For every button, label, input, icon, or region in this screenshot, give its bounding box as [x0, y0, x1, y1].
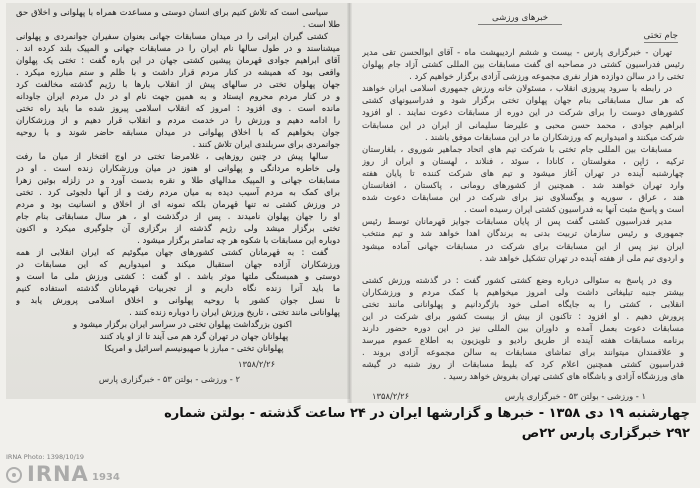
paragraph [16, 30, 340, 150]
text-line: واقعی بود که همیشه در کنار مردم قرار داشت و با ظلم و ستم مبارزه میکرد . [16, 67, 340, 77]
right-page-footer: ۱ - ورزشی - بولتن ۵۳ - خبرگزاری پارس [504, 391, 646, 401]
text-line: جهان پهلوان تختی در سالهای پیش از انقلاب بارها با رژیم گذشته مخالفت کرد [16, 79, 340, 89]
text-line: و در کنار مردم محروم ایستاد و به همین جهت نام او در دل مردم ایران جاودانه [16, 91, 340, 101]
text-line: تا نسل جوان کشور با روحیه پهلوانی و اخلاق اسلامی پرورش یابد و [16, 295, 340, 305]
paragraph [362, 143, 684, 216]
paragraph [362, 82, 684, 142]
text-line: اکنون بزرگداشت پهلوان تختی در سراسر ایران برگزار میشود و [73, 319, 292, 329]
text-line: است و پاسخ مثبت آنها به فدراسیون کشتی ایران رسیده است . [464, 204, 684, 215]
text-line: که هر سال مسابقاتی بنام جهان پهلوان تختی برگزار شود و فدراسیونهای کشتی [362, 95, 684, 106]
paragraph [16, 6, 340, 30]
text-line: برنامه مسابقات هفته آینده از طریق رادیو و تلویزیون به اطلاع عموم میرسد [362, 335, 684, 346]
text-line: و علاقمندان میتوانند برای تماشای مسابقات به سالن مجموعه آزادی بروند . [362, 347, 684, 358]
text-line: در رابطه با سرود پیروزی انقلاب ، مسئولان خانه ورزش جمهوری اسلامی ایران خواهند [362, 83, 672, 94]
right-document-page [350, 3, 696, 403]
text-line: های ورزشگاه آزادی و باشگاه های کشتی تهران بفروش خواهد رسید . [443, 371, 684, 382]
text-line: مسابقات جهانی و المپیک مدالهای طلا و نقره بدست آورد و در زلزله بوئین زهرا [16, 175, 340, 185]
paragraph [16, 246, 340, 318]
text-line: جوانمردی برای سربلندی ایران تلاش کنند . [192, 139, 340, 149]
text-line: سالها پیش در چنین روزهایی ، غلامرضا تختی در اوج افتخار از میان ما رفت [16, 151, 328, 161]
text-line: کشورهای دوست را برای شرکت در این دوره از مسابقات دعوت نمایند . او افزود [362, 107, 684, 118]
text-line: ترکیه ، ژاپن ، مغولستان ، کانادا ، سوئد ، فنلاند ، لهستان و ایران از روز [362, 155, 684, 166]
text-line: پهلوانان تختی - مبارز با صهیونیسم اسرائیل و امریکا [104, 343, 284, 353]
article-title: جام تختی [643, 31, 678, 41]
watermark-credit: IRNA Photo: 1398/10/19 [6, 453, 85, 461]
text-line: تختی را در سالن دوازده هزار نفری مجموعه ورزشی آزادی برگزار خواهیم کرد . [409, 71, 684, 82]
watermark-wordmark: IRNA [27, 462, 89, 486]
text-line: را ادامه دهیم و ورزش را در خدمت مردم و انقلاب قرار دهیم و از ورزشکاران [16, 115, 340, 125]
text-line: آقای ابراهیم جوادی قهرمان پیشین کشتی جهان در این باره گفت : تختی یک پهلوان [16, 55, 340, 65]
text-line: وی در پاسخ به سئوالی درباره وضع کشتی کشور گفت : در گذشته ورزش کشتی [362, 274, 672, 285]
section-heading: خبرهای ورزشی [478, 12, 562, 25]
text-line: هند ، عراق ، سوریه و یوگسلاوی نیز برای شرکت در این مسابقات دعوت شده [362, 192, 684, 203]
text-line: و اردوی تیم ملی از هفته آینده در تهران تشکیل خواهد شد . [479, 252, 684, 263]
text-line: جوان بخواهیم که با اخلاق پهلوانی در میدان مسابقه حاضر شوند و با روحیه [16, 127, 340, 137]
right-page-body [362, 46, 684, 383]
right-page-date: ۱۳۵۸/۲/۲۶ [372, 391, 410, 401]
text-line: ایران نیز پس از این مسابقات برای شرکت در مسابقات جهانی آماده میشود [362, 240, 684, 251]
text-line: مسابقات بین المللی جام تختی با شرکت تیم های اتحاد جماهیر شوروی ، بلغارستان [362, 143, 672, 154]
agency-emblem-icon [6, 467, 22, 483]
paragraph [362, 215, 684, 263]
archive-caption [166, 404, 690, 444]
paragraph [16, 318, 340, 354]
text-line: دوستی و همبستگی ملتها موثر باشد . او گفت : کشتی ورزش ملی ما است و [16, 271, 340, 281]
left-document-page [6, 3, 350, 399]
paragraph [16, 150, 340, 246]
caption-line-1: چهارشنبه ۱۹ دی ۱۳۵۸ - خبرها و گزارشها ایران در ۲۴ ساعت گذشته - بولتن شماره [164, 406, 690, 421]
text-line: میشناسند و در طول سالها نام ایران را در مسابقات جهانی و المپیک بلند کرده اند . [16, 43, 340, 53]
text-line: بیشتر جنبه تبلیغاتی داشت ولی امروز میخواهیم با کمک مردم و ورزشکاران [362, 286, 684, 297]
text-line: فدراسیون کشتی همچنین اعلام کرد که بلیط مسابقات از روز شنبه در گیشه [362, 359, 684, 370]
text-line: دوباره این مسابقات با شکوه هر چه تمامتر برگزار میشود . [137, 235, 340, 245]
paragraph [362, 46, 684, 82]
text-line: تختی برگزار میشد ولی رژیم گذشته از برگزاری آن جلوگیری میکرد و اکنون [16, 223, 340, 233]
text-line: مدیر فدراسیون کشتی گفت پس از پایان مسابقات جوایز قهرمانان توسط رئیس [362, 216, 672, 227]
text-line: گفت : به قهرمانان کشتی کشورهای جهان میگوئیم که ایران انقلابی از همه [16, 247, 328, 257]
text-line: طلا است . [302, 19, 340, 29]
caption-line-2: ۲۹۲ خبرگزاری پارس ۲۲ص [521, 426, 690, 441]
text-line: در ورزش کشتی نه تنها قهرمان بلکه نمونه ای از اخلاق و انسانیت بود و مردم [16, 199, 340, 209]
text-line: ورزشکاران آزاده جهان استقبال میکند و امیدواریم که این مسابقات در [16, 259, 340, 269]
text-line: شرکت میکنند و امیدواریم که ورزشکاران ما در این مسابقات موفق باشند . [425, 131, 684, 142]
text-line: او را جهان پهلوان نامیدند . پس از درگذشت او ، هر سال مسابقاتی بنام جام [16, 211, 340, 221]
text-line: انقلابی ، کشتی را به جایگاه اصلی خود بازگردانیم و پهلوانانی مانند تختی [362, 298, 684, 309]
page-fold-shadow [347, 3, 352, 403]
watermark-year: 1934 [92, 472, 120, 483]
text-line: ابراهیم جوادی ، محمد حسن محبی و علیرضا سلیمانی از ایران در این مسابقات [362, 119, 684, 130]
text-line: چهارشنبه آینده در تهران آغاز میشود و تیم های شرکت کننده تا پایان هفته [362, 167, 684, 178]
text-line: ولی خاطره مردانگی و پهلوانی او هنوز در میان ورزشکاران زنده است . او در [16, 163, 340, 173]
text-line: کشتی گیران ایرانی را در میدان مسابقات جهانی بعنوان سفیران جوانمردی و پهلوانی [16, 31, 328, 41]
text-line: پرورش دهیم . او افزود : تاکنون از بیش از بیست کشور برای شرکت در این [362, 310, 684, 321]
text-line: جمهوری و رئیس سازمان تربیت بدنی به برندگان اهدا خواهد شد و تیم منتخب [362, 228, 684, 239]
left-page-footer: ۲ - ورزشی - بولتن ۵۳ - خبرگزاری پارس [98, 374, 240, 384]
text-line: سیاسی است که تلاش کنیم برای انسان دوستی و مساعدت همراه با پهلوانی و اخلاق حق [16, 7, 328, 17]
text-line: ما باید آنرا زنده نگاه داریم و از تجربیات قهرمانان گذشته استفاده کنیم [16, 283, 340, 293]
text-line: وارد تهران خواهند شد . همچنین از کشورهای رومانی ، پاکستان ، افغانستان [362, 180, 684, 191]
text-line: پهلوانان جهان در تهران گرد هم می آیند تا از او یاد کنند [99, 331, 289, 341]
text-line: رئیس فدراسیون کشتی در مصاحبه ای گفت مسابقات بین المللی کشتی آزاد جام پهلوان [362, 59, 684, 70]
left-page-body [16, 6, 340, 354]
text-line: مسابقات دعوت بعمل آمده و داوران بین المللی نیز در این دوره حضور دارند [362, 323, 684, 334]
text-line: پهلوانانی مانند تختی ، تاریخ ورزش ایران را دوباره زنده کنند . [129, 307, 340, 317]
text-line: تهران - خبرگزاری پارس - بیست و ششم اردیبهشت ماه - آقای ابوالحسن تقی مدیر [362, 47, 672, 57]
paragraph [362, 274, 684, 383]
text-line: برای کمک به مردم آسیب دیده به میان مردم رفت و از آنها دلجوئی کرد . تختی [16, 187, 340, 197]
text-line: مانده است . وی افزود : امروز که انقلاب اسلامی پیروز شده ما باید راه تختی [16, 103, 340, 113]
left-page-date: ۱۳۵۸/۲/۲۶ [238, 359, 276, 369]
